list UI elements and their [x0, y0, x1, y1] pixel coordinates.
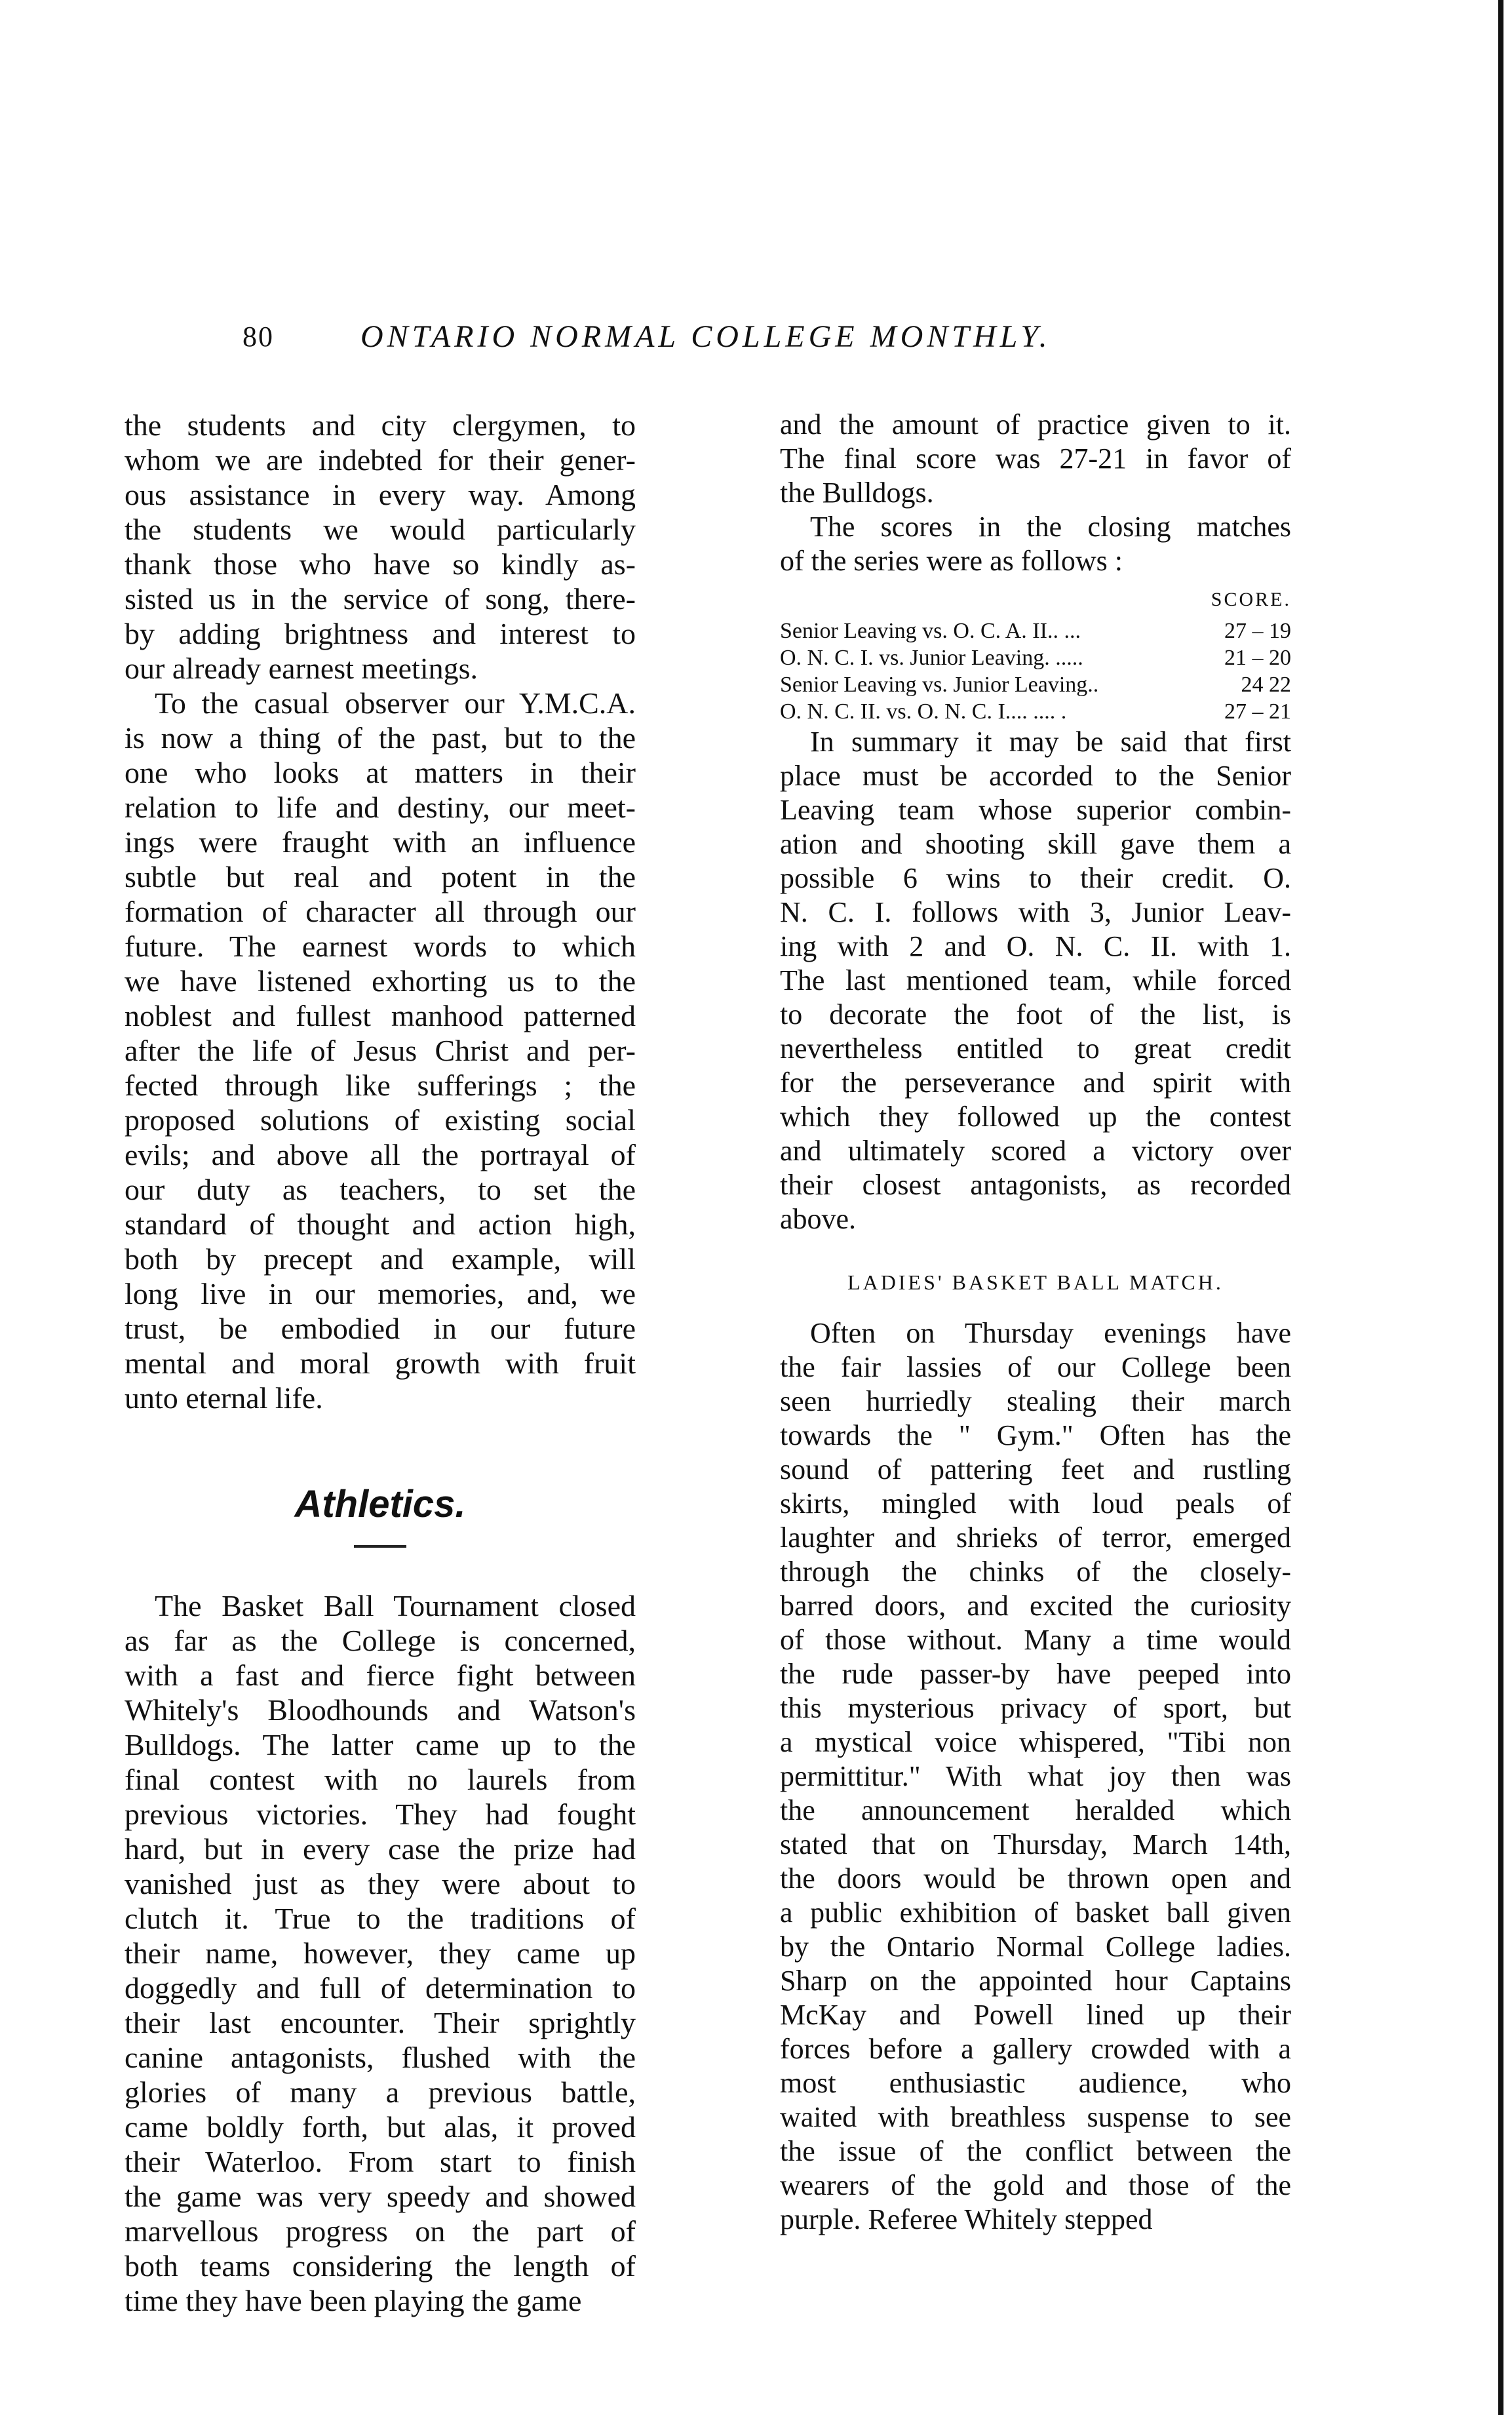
text-line: the students we would particularly	[125, 513, 636, 546]
text-line: a mystical voice whispered, "Tibi non	[780, 1726, 1291, 1758]
text-line: the doors would be thrown open and	[780, 1862, 1291, 1895]
text-line: by adding brightness and interest to	[125, 617, 636, 650]
text-line: canine antagonists, flushed with the	[125, 2041, 636, 2074]
text-line: vanished just as they were about to	[125, 1867, 636, 1900]
text-line: relation to life and destiny, our meet-	[125, 791, 636, 824]
text-line: we have listened exhorting us to the	[125, 964, 636, 998]
text-line: ous assistance in every way. Among	[125, 478, 636, 511]
text-line: seen hurriedly stealing their march	[780, 1385, 1291, 1417]
text-line: is now a thing of the past, but to the	[125, 721, 636, 755]
text-line: after the life of Jesus Christ and per-	[125, 1034, 636, 1067]
summary-paragraph	[780, 725, 1291, 1236]
text-line: McKay and Powell lined up their	[780, 1999, 1291, 2031]
score-row	[780, 644, 1291, 671]
text-line: marvellous progress on the part of	[125, 2214, 636, 2248]
text-line: To the casual observer our Y.M.C.A.	[155, 686, 636, 720]
text-line: the students and city clergymen, to	[125, 408, 636, 442]
text-line: The Basket Ball Tournament closed	[155, 1589, 636, 1622]
text-line: the issue of the conflict between the	[780, 2135, 1291, 2167]
text-line: their name, however, they came up	[125, 1936, 636, 1970]
text-line: doggedly and full of determination to	[125, 1971, 636, 2005]
text-line: by the Ontario Normal College ladies.	[780, 1931, 1291, 1963]
text-line: Leaving team whose superior combin-	[780, 794, 1291, 826]
text-line: time they have been playing the game	[125, 2284, 582, 2317]
text-line: possible 6 wins to their credit. O.	[780, 862, 1291, 894]
score-row	[780, 618, 1291, 644]
text-line: long live in our memories, and, we	[125, 1277, 636, 1310]
section-divider	[354, 1545, 406, 1548]
right-column	[780, 408, 1291, 2237]
text-line: N. C. I. follows with 3, Junior Leav-	[780, 896, 1291, 928]
text-line: The final score was 27-21 in favor of	[780, 442, 1291, 475]
left-column	[125, 408, 636, 2318]
text-line: to decorate the foot of the list, is	[780, 998, 1291, 1031]
text-line: place must be accorded to the Senior	[780, 760, 1291, 792]
text-line: and the amount of practice given to it.	[780, 408, 1291, 441]
text-line: sound of pattering feet and rustling	[780, 1453, 1291, 1485]
text-line: skirts, mingled with loud peals of	[780, 1487, 1291, 1520]
text-line: most enthusiastic audience, who	[780, 2067, 1291, 2099]
text-line: our duty as teachers, to set the	[125, 1173, 636, 1206]
text-line: one who looks at matters in their	[125, 756, 636, 789]
athletics-heading: Athletics.	[294, 1483, 466, 1525]
text-line: fected through like sufferings ; the	[125, 1069, 636, 1102]
ymca-reflection-paragraph	[125, 686, 636, 1415]
text-line: Often on Thursday evenings have	[810, 1317, 1291, 1349]
score-result: 21 – 20	[1224, 646, 1291, 670]
text-line: proposed solutions of existing social	[125, 1103, 636, 1137]
text-line: Whitely's Bloodhounds and Watson's	[125, 1693, 636, 1727]
text-line: final contest with no laurels from	[125, 1763, 636, 1796]
score-result: 27 – 19	[1224, 619, 1291, 643]
text-line: subtle but real and potent in the	[125, 860, 636, 893]
text-line: The scores in the closing matches	[810, 511, 1291, 543]
text-line: of those without. Many a time would	[780, 1624, 1291, 1656]
text-line: standard of thought and action high,	[125, 1208, 636, 1241]
page-number: 80	[242, 321, 274, 353]
text-line: through the chinks of the closely-	[780, 1556, 1291, 1588]
text-line: towards the " Gym." Often has the	[780, 1419, 1291, 1451]
text-line: the fair lassies of our College been	[780, 1351, 1291, 1383]
text-line: the Bulldogs.	[780, 477, 934, 509]
ladies-match-heading: LADIES' BASKET BALL MATCH.	[847, 1270, 1224, 1294]
text-line: previous victories. They had fought	[125, 1797, 636, 1831]
text-line: which they followed up the contest	[780, 1101, 1291, 1133]
text-line: Bulldogs. The latter came up to the	[125, 1728, 636, 1761]
score-result: 27 – 21	[1224, 699, 1291, 724]
text-line: forces before a gallery crowded with a	[780, 2033, 1291, 2065]
scores-intro-paragraph	[780, 510, 1291, 578]
score-match: Senior Leaving vs. Junior Leaving..	[780, 673, 1099, 697]
text-line: thank those who have so kindly as-	[125, 547, 636, 581]
text-line: came boldly forth, but alas, it proved	[125, 2110, 636, 2144]
text-line: waited with breathless suspense to see	[780, 2101, 1291, 2133]
text-line: In summary it may be said that first	[810, 726, 1291, 758]
text-line: a public exhibition of basket ball given	[780, 1896, 1291, 1929]
text-line: the rude passer-by have peeped into	[780, 1658, 1291, 1690]
text-line: barred doors, and excited the curiosity	[780, 1590, 1291, 1622]
text-line: as far as the College is concerned,	[125, 1624, 636, 1657]
score-row	[780, 671, 1291, 698]
text-line: mental and moral growth with fruit	[125, 1346, 636, 1380]
text-line: stated that on Thursday, March 14th,	[780, 1828, 1291, 1860]
text-line: both teams considering the length of	[125, 2249, 636, 2283]
text-line: clutch it. True to the traditions of	[125, 1902, 636, 1935]
text-line: purple. Referee Whitely stepped	[780, 2203, 1153, 2235]
text-line: and ultimately scored a victory over	[780, 1135, 1291, 1167]
score-column-label: SCORE.	[1211, 589, 1291, 610]
text-line: permittitur." With what joy then was	[780, 1760, 1291, 1792]
text-line: future. The earnest words to which	[125, 930, 636, 963]
text-line: sisted us in the service of song, there-	[125, 582, 636, 616]
text-line: hard, but in every case the prize had	[125, 1832, 636, 1866]
text-line: trust, be embodied in our future	[125, 1312, 636, 1345]
text-line: evils; and above all the portrayal of	[125, 1138, 636, 1171]
text-line: their closest antagonists, as recorded	[780, 1169, 1291, 1201]
text-line: laughter and shrieks of terror, emerged	[780, 1522, 1291, 1554]
text-line: above.	[780, 1203, 857, 1235]
text-line: noblest and fullest manhood patterned	[125, 999, 636, 1032]
page-edge-rule	[1498, 0, 1503, 2415]
text-line: wearers of the gold and those of the	[780, 2169, 1291, 2201]
text-line: Sharp on the appointed hour Captains	[780, 1965, 1291, 1997]
score-result: 24 22	[1241, 673, 1291, 697]
text-line: ings were fraught with an influence	[125, 825, 636, 859]
text-line: our already earnest meetings.	[125, 652, 478, 685]
score-match: O. N. C. I. vs. Junior Leaving. .....	[780, 646, 1083, 670]
score-match: O. N. C. II. vs. O. N. C. I.... .... .	[780, 699, 1067, 724]
running-title: ONTARIO NORMAL COLLEGE MONTHLY.	[360, 319, 1051, 354]
text-line: the game was very speedy and showed	[125, 2180, 636, 2213]
text-line: glories of many a previous battle,	[125, 2075, 636, 2109]
ymca-thanks-paragraph	[125, 408, 636, 686]
text-line: ing with 2 and O. N. C. II. with 1.	[780, 930, 1291, 962]
final-score-paragraph	[780, 408, 1291, 510]
text-line: for the perseverance and spirit with	[780, 1067, 1291, 1099]
text-line: whom we are indebted for their gener-	[125, 443, 636, 477]
text-line: ation and shooting skill gave them a	[780, 828, 1291, 860]
text-line: their Waterloo. From start to finish	[125, 2145, 636, 2178]
text-line: with a fast and fierce fight between	[125, 1659, 636, 1692]
text-line: The last mentioned team, while forced	[780, 964, 1291, 996]
text-line: the announcement heralded which	[780, 1794, 1291, 1826]
text-line: this mysterious privacy of sport, but	[780, 1692, 1291, 1724]
basketball-tournament-paragraph	[125, 1588, 636, 2318]
text-line: their last encounter. Their sprightly	[125, 2006, 636, 2039]
score-row	[780, 698, 1291, 725]
ladies-match-paragraph	[780, 1316, 1291, 2237]
text-line: unto eternal life.	[125, 1381, 323, 1415]
text-line: of the series were as follows :	[780, 545, 1123, 577]
text-line: formation of character all through our	[125, 895, 636, 928]
text-line: both by precept and example, will	[125, 1242, 636, 1276]
scores-table	[780, 618, 1291, 725]
text-line: nevertheless entitled to great credit	[780, 1032, 1291, 1065]
score-match: Senior Leaving vs. O. C. A. II.. ...	[780, 619, 1081, 643]
running-header	[242, 316, 1383, 358]
